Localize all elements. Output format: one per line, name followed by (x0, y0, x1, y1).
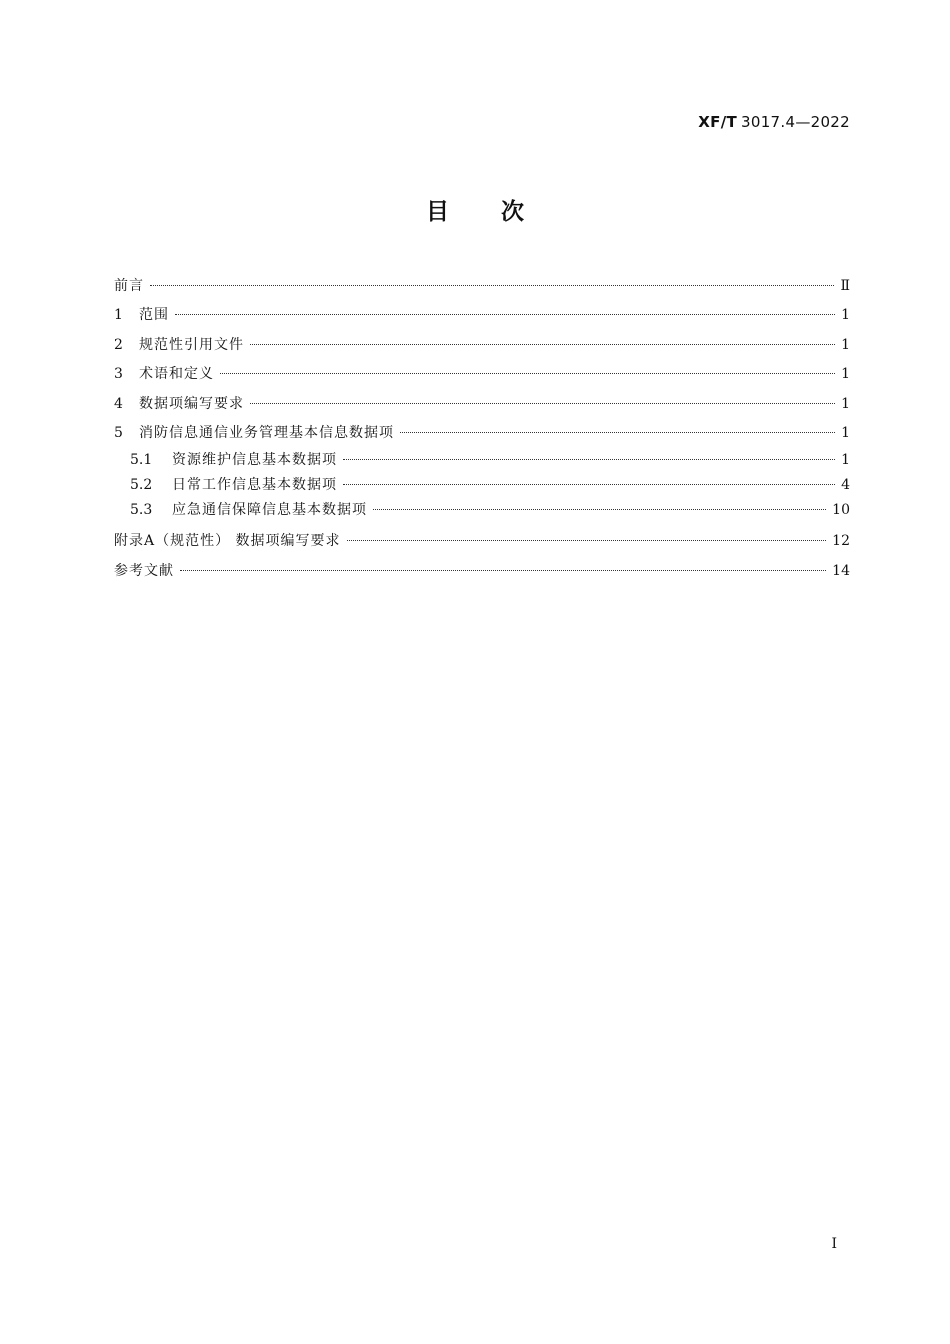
toc-entry-page: 10 (832, 502, 850, 519)
toc-entry-bibliography[interactable] (114, 557, 850, 586)
toc-entry-label: 消防信息通信业务管理基本信息数据项 (139, 424, 394, 441)
toc-entry-number: 3 (114, 366, 123, 383)
toc-entry-label: 前言 (114, 278, 144, 294)
toc-entry-label: 术语和定义 (139, 366, 214, 383)
toc-entry-page: 1 (841, 336, 850, 353)
toc-leader-dots (400, 432, 835, 433)
toc-entry-label: 日常工作信息基本数据项 (172, 477, 337, 494)
toc-entry-terms[interactable] (114, 360, 850, 389)
toc-entry-normative-references[interactable] (114, 331, 850, 360)
toc-entry-page: 1 (841, 452, 850, 469)
toc-entry-label: 规范性引用文件 (139, 336, 244, 353)
page-title: 目次 (426, 199, 576, 225)
toc-entry-business-data-items[interactable] (114, 419, 850, 448)
toc-leader-dots (343, 459, 835, 460)
toc-leader-dots (347, 540, 827, 541)
toc-entry-page: 12 (832, 533, 850, 550)
toc-entry-foreword[interactable] (114, 272, 850, 301)
toc-entry-label: 附录A（规范性） 数据项编写要求 (114, 533, 341, 550)
toc-entry-number: 2 (114, 336, 123, 353)
toc-entry-page: 1 (841, 366, 850, 383)
toc-entry-label: 应急通信保障信息基本数据项 (172, 502, 367, 519)
toc-entry-page: Ⅱ (840, 278, 850, 294)
table-of-contents (114, 272, 850, 586)
toc-leader-dots (343, 484, 835, 485)
standard-code-prefix: XF/T (698, 113, 738, 131)
toc-entry-appendix-a[interactable] (114, 527, 850, 556)
toc-entry-label: 参考文献 (114, 562, 174, 579)
toc-subentry-daily-work[interactable] (114, 473, 850, 498)
toc-leader-dots (250, 403, 835, 404)
standard-code (698, 113, 850, 131)
toc-entry-number: 5.2 (130, 477, 153, 494)
standard-code-number: 3017.4—2022 (741, 113, 850, 131)
toc-leader-dots (220, 373, 835, 374)
toc-entry-number: 4 (114, 395, 123, 412)
toc-entry-number: 5 (114, 424, 123, 441)
toc-entry-label: 资源维护信息基本数据项 (172, 452, 337, 469)
toc-leader-dots (175, 314, 835, 315)
toc-entry-data-item-requirements[interactable] (114, 390, 850, 419)
toc-subentry-resource-maintenance[interactable] (114, 448, 850, 473)
toc-entry-label: 范围 (139, 307, 169, 324)
toc-entry-page: 1 (841, 307, 850, 324)
toc-entry-page: 14 (832, 562, 850, 579)
toc-leader-dots (180, 570, 826, 571)
toc-entry-number: 5.3 (130, 502, 153, 519)
toc-leader-dots (373, 509, 826, 510)
toc-entry-scope[interactable] (114, 301, 850, 330)
toc-subentry-emergency-communication[interactable] (114, 498, 850, 523)
toc-entry-label: 数据项编写要求 (139, 395, 244, 412)
toc-entry-number: 1 (114, 307, 123, 324)
toc-leader-dots (150, 285, 834, 286)
toc-entry-page: 4 (841, 477, 850, 494)
toc-leader-dots (250, 344, 835, 345)
toc-entry-page: 1 (841, 424, 850, 441)
toc-entry-number: 5.1 (130, 452, 153, 469)
toc-entry-page: 1 (841, 395, 850, 412)
page-number: Ⅰ (831, 1236, 837, 1252)
